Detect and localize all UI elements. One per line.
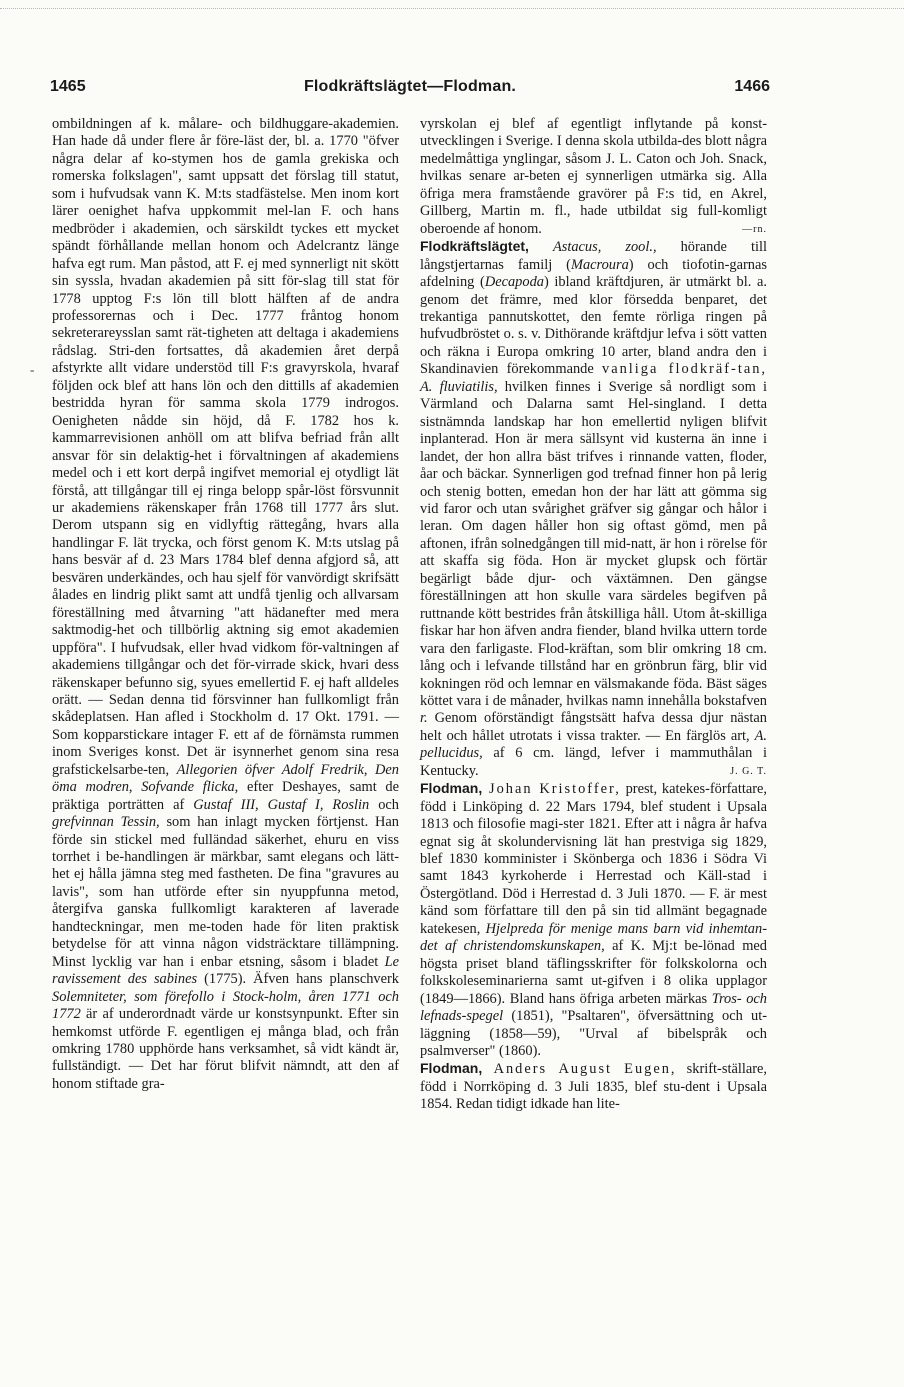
- entry-headword: Flodkräftslägtet,: [420, 238, 529, 255]
- entry-flodkraftslagtet: Flodkräftslägtet, Astacus, zool., hörande till långstjertarnas familj (Macroura) och tiofotin-garnas afdelning (Decapoda) ibland kräftdjuren, är utmärkt bl. a. genom det främre, med klor försedda benparet, det trekantiga pannutskottet, den femte rörliga ringen på hufvudbröstet o. s. v. Dithörande kräftdjur lefva i sött vatten och räkna i Europa omkring 10 arter, bland andra den i Skandinavien förekommande vanliga flodkräf-tan, A. fluviatilis, hvilken finnes i Sverige så nordligt som i Värmland och Dalarna samt Hel-singland. I detta sistnämnda landskap har hon emellertid nyligen blifvit inplanterad. Hon är mera sällsynt vid kusterna än inne i landet, der hon allra bäst trifves i rinnande vatten, floder, åar och bäckar. Synnerligen god trefnad finner hon på lerig och stenig botten, emedan hon der har lätt att gömma sig vid faror och utan svårighet gräfver sig gångar och hålor i leran. Om dagen håller hon sig oftast gömd, men på aftonen, ifrån solnedgången till mid-natt, är hon i rörelse för att skaffa sig föda. Hon är mycket glupsk och förtär begärligt både djur- och växtämnen. Den gängse föreställningen att hon skulle vara särdeles begifven på ruttnande kött bestrides från åtskilliga håll. Utom åt-skilliga fiskar har hon äfven andra fiender, bland hvilka uttern torde vara den farligaste. Flod-kräftan, som blir omkring 18 cm. lång och i lefvande tillstånd har en grönbrun färg, blir vid kokningen röd och lemnar en välsmakande föda. Bäst säges köttet vara i de månader, hvilkas namn innehålla bokstafven r. Genom oförständigt fångstsätt hafva dessa djur nästan helt och hållet utrotats i vissa trakter. — En färglös art, A. pellucidus, af 6 cm. längd, lefver i mammuthålan i Kentucky. J. G. T.: [420, 238, 768, 779]
- entry-flodman-johan: Flodman, Johan Kristoffer, prest, katekes-författare, född i Linköping d. 22 Mars 1794, blef student i Upsala 1813 och filosofie magi-ster 1821. Efter att i några år hafva egnat sig åt skolundervisning lät han prestviga sig 1829, blef 1830 komminister i Skönberga och 1836 i Södra Vi samt 1843 kyrkoherde i Herrestad och Käll-stad i Östergötland. Död i Herrestad d. 3 Juli 1870. — F. är mest känd som författare till den på sin tid allmänt begagnade katekesen, Hjelpreda för menige mans barn vid inhemtan-det af christendomskunskapen, af K. Mj:t be-lönad med högsta priset bland täflingsskrifter för folkskolorna och folkskoleseminarierna samt ut-gifven i 8 olika upplagor (1849—1866). Bland hans öfriga arbeten märkas Tros- och lefnads-spegel (1851), "Psaltaren", öfversättning och ut-läggning (1858—59), "Urval af bibelspråk och psalmverser" (1860).: [420, 780, 767, 1060]
- entry-headword: Flodman,: [420, 780, 483, 797]
- page-number-right: 1466: [734, 78, 770, 95]
- left-column: [52, 116, 399, 1093]
- scan-edge-line: [0, 8, 904, 9]
- entry-flodman-anders: Flodman, Anders August Eugen, skrift-ställare, född i Norrköping d. 3 Juli 1835, blef stu-dent i Upsala 1854. Redan tidigt idkade han lite-: [420, 1060, 767, 1113]
- flodman-biography-continuation: ombildningen af k. målare- och bildhuggare-akademien. Han hade då under flere år före-läst der, bl. a. 1770 "öfver några delar af ko-stymen hos de gamla grekiska och romerska folkslagen", samt uppsatt det förslag till statut, som i hufvudsak vann K. M:ts stadfästelse. Men inom kort lärer oenighet hafva uppkommit mel-lan F. och hans medbröder i akademien, och särskildt tyckes ett mycket spändt förhållande mellan honom och Adelcrantz länge hafva egt rum. Man påstod, att F. ej med synnerligt nit skött sin syssla, hvadan akademien på sitt för-slag till stat för 1778 upptog F:s lön till blott hälften af de andra professorernas och i Dec. 1777 fråntog honom sekreterareysslan samt rät-tigheten att deltaga i akademiens rådslag. Stri-den fortsattes, då akademien året derpå afstyrkte allt vidare understöd till F:s gravyrskola, hvaraf följden ock blef att hans lön och den dittills af akademien bestridda hyran för samma skola 1779 indrogos. Oenigheten nådde sin höjd, då F. 1782 hos k. kammarrevisionen anhöll om att blifva befriad från allt ansvar för sin delaktig-het i förvaltningen af akademiens medel och i ett kort derpå ingifvet memorial ej otydligt lät förstå, att tillgångar till ej ringa belopp spår-löst försvunnit ur akademiens räkenskaper från 1768 till 1777 års slut. Derom utspann sig en vidlyftig rättegång, hvars alla handlingar F. lät trycka, och först genom K. M:ts utslag på hans besvär af d. 23 Mars 1784 blef denna afgjord så, att besvären underkändes, och hau sjelf för vanvördigt skrifsätt ålades en lindrig plikt samt att undfå tjenlig och allvarsam föreställning med åtvarning "att hädanefter med mera saktmodig-het och tillbörlig aktning sig emot akademien uppföra". I hufvudsak, eller hvad vidkom för-valtningen af akademiens tillgångar och det för-virrade skick, hvari dess räkenskaper befunno sig, syues emellertid F. ej haft alldeles orätt. — Sedan denna tid försvinner han fullkomligt från skådeplatsen. Han afled i Stockholm d. 17 Okt. 1791. — Som kopparstickare intager F. ett af de förnämsta rummen inom Sveriges konst. Det är isynnerhet genom sina resa grafstickelsarbe-ten, Allegorien öfver Adolf Fredrik, Den öma modren, Sofvande flicka, efter Deshayes, samt de präktiga porträtten af Gustaf III, Gustaf I, Roslin och grefvinnan Tessin, som han inlagt mycken förtjenst. Han förde sin stickel med fulländad säkerhet, ehuru en viss torrhet i be-handlingen är märkbar, samt elegans och lätt-het ej hålla jämna steg med fastheten. De fina "gravures au lavis", som han utförde efter sin nyuppfunna metod, återgifva ganska fullkomligt karakteren af laverade handteckningar, men me-toden hade för liten praktisk betydelse för att vinna någon vidsträcktare tillämpning. Minst lycklig var han i enbar etsning, såsom i bladet Le ravissement des sabines (1775). Äfven hans planschverk Solemniteter, som förefollo i Stock-holm, åren 1771 och 1772 är af underordnadt värde ur konstsynpunkt. Efter sin hemkomst utförde F. egentligen ej många blad, och från omkring 1780 upphörde hans verksamhet, så vidt kändt är, fullständigt. — Det har förut blifvit nämndt, att den af honom stiftade gra-: [52, 116, 399, 1092]
- page-number-left: 1465: [50, 78, 86, 95]
- author-signature: J. G. T.: [730, 765, 767, 777]
- engraving-school-paragraph: vyrskolan ej blef af egentligt inflytande på konst-utvecklingen i Sverige. I denna skola utbilda-des blott några medelmåttiga ynglingar, såsom J. L. Caton och Joh. Snack, hvilkas senare ar-beten ej synnerligen utmärka sig. Alla öfriga mera framstående gravörer på F:s tid, en Akrel, Gillberg, Martin m. fl., hade utbildat sig full-komligt oberoende af honom. —rn.: [420, 116, 767, 237]
- author-signature: —rn.: [742, 223, 767, 235]
- entry-headword: Flodman,: [420, 1060, 483, 1077]
- running-title: Flodkräftslägtet—Flodman.: [303, 78, 517, 95]
- margin-mark: -: [30, 362, 35, 377]
- running-header: [50, 78, 770, 104]
- right-column: [420, 116, 767, 1114]
